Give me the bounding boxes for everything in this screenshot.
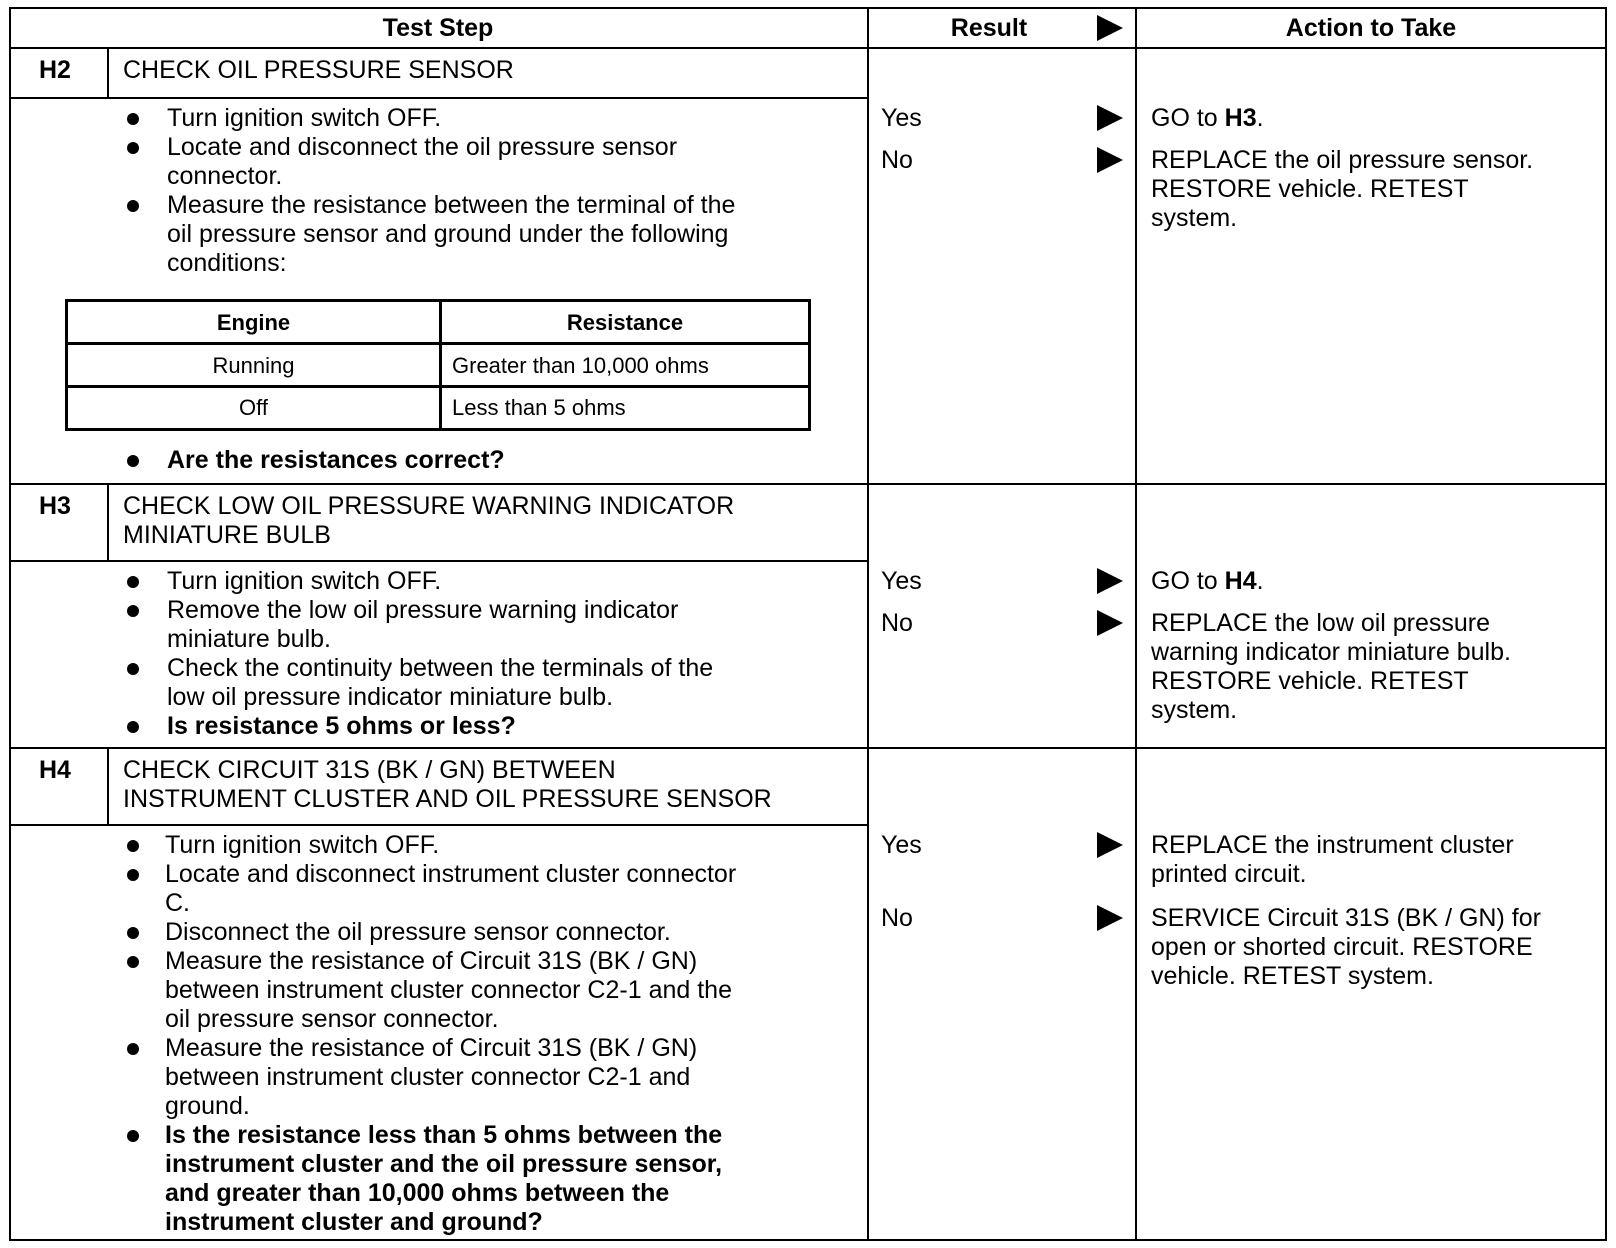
list-item: oil pressure sensor connector. [165,1005,499,1033]
step-title-h3: CHECK LOW OIL PRESSURE WARNING INDICATOR [123,492,735,520]
result-yes-h3: Yes [881,567,922,595]
step-title-h4: INSTRUMENT CLUSTER AND OIL PRESSURE SENSOR [123,785,772,813]
list-item: Remove the low oil pressure warning indicator [167,596,679,624]
list-item: Measure the resistance of Circuit 31S (BK / GN) [165,1034,698,1062]
bullet-icon [127,927,139,939]
question-h4: and greater than 10,000 ohms between the [165,1179,670,1207]
list-item: between instrument cluster connector C2-1 and [165,1063,691,1091]
column-divider-action [1135,7,1137,1241]
action-h4-no: open or shorted circuit. RESTORE [1151,933,1533,961]
header-action: Action to Take [1285,14,1457,42]
column-divider-result [867,7,869,1241]
arrow-icon [1097,105,1123,131]
h4-id-divider [107,747,109,825]
question-h4: Is the resistance less than 5 ohms between the [165,1121,723,1149]
bullet-icon [127,721,139,733]
list-item: C. [165,889,190,917]
h4-title-divider [9,824,869,826]
resistance-table-row-divider [68,385,808,388]
question-h4: instrument cluster and ground? [165,1208,543,1236]
action-h3-no: REPLACE the low oil pressure [1151,609,1491,637]
bullet-icon [127,200,139,212]
list-item: connector. [167,162,283,190]
header-test-step: Test Step [382,14,494,42]
bullet-icon [127,869,139,881]
action-h2-no: REPLACE the oil pressure sensor. [1151,146,1534,174]
table-cell: Less than 5 ohms [452,395,626,420]
question-h3: Is resistance 5 ohms or less? [167,712,516,740]
bullet-icon [127,142,139,154]
action-h4-yes: printed circuit. [1151,860,1307,888]
table-header-engine: Engine [216,310,291,335]
list-item: Turn ignition switch OFF. [165,831,440,859]
step-title-h3: MINIATURE BULB [123,521,331,549]
question-h4: instrument cluster and the oil pressure sensor, [165,1150,723,1178]
table-border-bottom [9,1239,1607,1241]
resistance-table [65,299,811,431]
list-item: Turn ignition switch OFF. [167,567,442,595]
result-yes-h4: Yes [881,831,922,859]
action-h2-yes: GO to H3. [1151,104,1264,132]
diagnostic-table [9,7,1607,1241]
action-h3-no: RESTORE vehicle. RETEST [1151,667,1469,695]
step-id-h3: H3 [39,492,71,520]
h3-id-divider [107,483,109,561]
bullet-icon [127,1043,139,1055]
list-item: Disconnect the oil pressure sensor connector. [165,918,671,946]
list-item: conditions: [167,249,287,277]
list-item: low oil pressure indicator miniature bulb. [167,683,614,711]
arrow-icon [1097,905,1123,931]
table-header-resistance: Resistance [566,310,684,335]
table-cell: Off [239,395,268,420]
list-item: between instrument cluster connector C2-1 and the [165,976,732,1004]
h3-title-divider [9,560,869,562]
header-result: Result [950,14,1028,42]
bullet-icon [127,956,139,968]
action-h4-yes: REPLACE the instrument cluster [1151,831,1514,859]
table-border-right [1605,7,1607,1241]
result-no-h4: No [881,904,913,932]
result-no-h3: No [881,609,913,637]
list-item: ground. [165,1092,250,1120]
result-yes-h2: Yes [881,104,922,132]
row-divider [9,483,1607,485]
table-cell: Running [212,353,295,378]
list-item: Locate and disconnect instrument cluster connector [165,860,737,888]
list-item: Measure the resistance of Circuit 31S (BK / GN) [165,947,698,975]
resistance-table-row-divider [68,342,808,345]
list-item: Turn ignition switch OFF. [167,104,442,132]
action-h4-no: vehicle. RETEST system. [1151,962,1434,990]
list-item: Locate and disconnect the oil pressure sensor [167,133,678,161]
bullet-icon [127,840,139,852]
h2-id-divider [107,47,109,98]
list-item: Measure the resistance between the terminal of the [167,191,736,219]
result-no-h2: No [881,146,913,174]
list-item: oil pressure sensor and ground under the following [167,220,729,248]
step-id-h2: H2 [39,56,71,84]
bullet-icon [127,113,139,125]
table-cell: Greater than 10,000 ohms [452,353,709,378]
step-id-h4: H4 [39,756,71,784]
header-divider [9,47,1607,49]
h2-title-divider [9,97,869,99]
step-title-h4: CHECK CIRCUIT 31S (BK / GN) BETWEEN [123,756,616,784]
row-divider [9,747,1607,749]
table-border-top [9,7,1607,9]
arrow-icon [1097,610,1123,636]
bullet-icon [127,1130,139,1142]
action-h2-no: system. [1151,204,1238,232]
step-title-h2: CHECK OIL PRESSURE SENSOR [123,56,514,84]
arrow-icon [1097,147,1123,173]
question-h2: Are the resistances correct? [167,446,505,474]
bullet-icon [127,605,139,617]
bullet-icon [127,576,139,588]
arrow-icon [1097,568,1123,594]
bullet-icon [127,663,139,675]
arrow-icon [1097,15,1123,41]
list-item: miniature bulb. [167,625,331,653]
bullet-icon [127,455,139,467]
table-border-left [9,7,11,1241]
action-h3-yes: GO to H4. [1151,567,1264,595]
action-h3-no: system. [1151,696,1238,724]
action-h2-no: RESTORE vehicle. RETEST [1151,175,1469,203]
list-item: Check the continuity between the terminals of the [167,654,714,682]
arrow-icon [1097,832,1123,858]
action-h3-no: warning indicator miniature bulb. [1151,638,1511,666]
action-h4-no: SERVICE Circuit 31S (BK / GN) for [1151,904,1541,932]
